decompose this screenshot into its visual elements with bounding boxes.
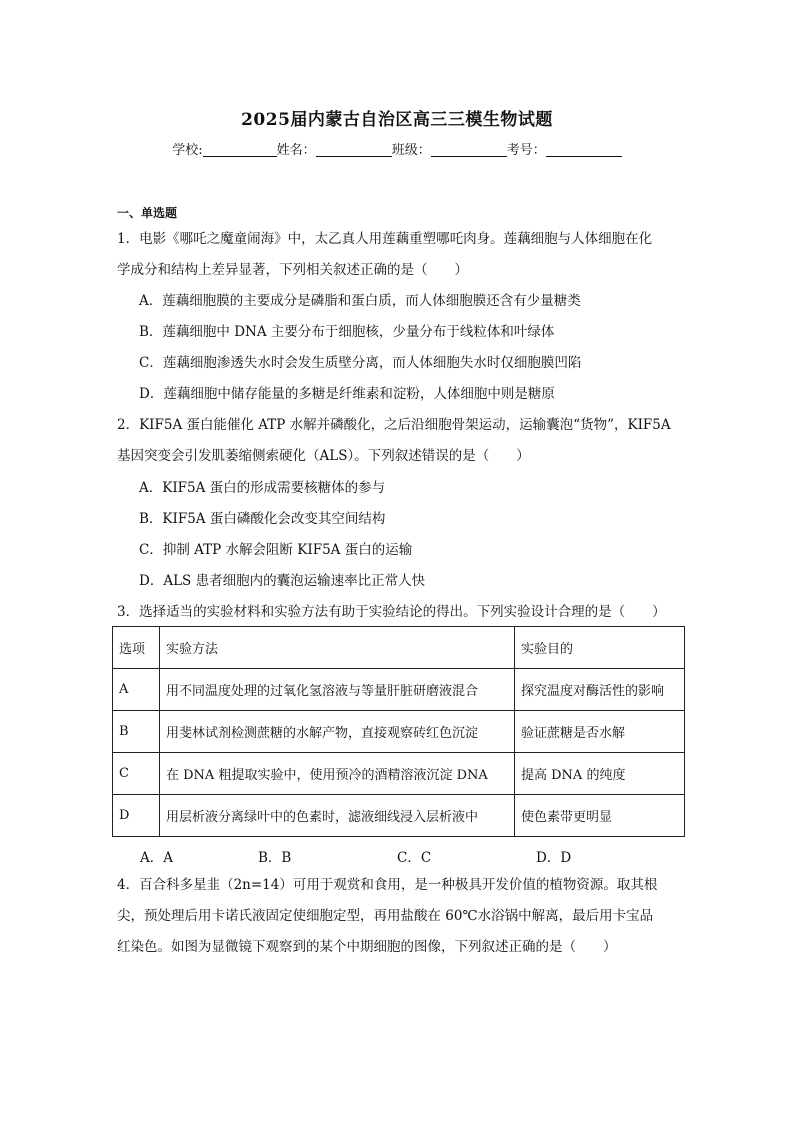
q4-line1: 4．百合科多星韭（2n=14）可用于观赏和食用，是一种极具开发价值的植物资源。取其根 — [117, 877, 658, 893]
name-blank[interactable] — [316, 142, 392, 157]
table-cell: 验证蔗糖是否水解 — [515, 711, 685, 753]
q2-stem-line2: 基因突变会引发肌萎缩侧索硬化（ALS）。下列叙述错误的是（ ） — [117, 448, 530, 464]
q3-answer-c[interactable]: C．C — [397, 850, 432, 866]
q2-option-a[interactable]: A．KIF5A 蛋白的形成需要核糖体的参与 — [139, 480, 386, 496]
q2-option-c[interactable]: C．抑制 ATP 水解会阻断 KIF5A 蛋白的运输 — [139, 542, 413, 558]
q3-stem: 3．选择适当的实验材料和实验方法有助于实验结论的得出。下列实验设计合理的是（ ） — [117, 604, 666, 620]
table-row — [113, 669, 685, 711]
table-cell: 用斐林试剂检测蔗糖的水解产物，直接观察砖红色沉淀 — [160, 711, 515, 753]
q2-option-b[interactable]: B．KIF5A 蛋白磷酸化会改变其空间结构 — [139, 511, 386, 527]
table-row — [113, 795, 685, 837]
table-cell: A — [113, 669, 160, 711]
class-label: 班级： — [391, 143, 431, 158]
table-header-cell: 实验方法 — [160, 627, 515, 669]
school-label: 学校: — [172, 143, 203, 158]
exam-no-blank[interactable] — [546, 142, 622, 157]
q1-stem-line2: 学成分和结构上差异显著，下列相关叙述正确的是（ ） — [117, 262, 468, 278]
table-cell: D — [113, 795, 160, 837]
q1-option-c[interactable]: C．莲藕细胞渗透失水时会发生质壁分离，而人体细胞失水时仅细胞膜凹陷 — [139, 355, 582, 371]
table-cell: 探究温度对酶活性的影响 — [515, 669, 685, 711]
section-heading: 一、单选题 — [117, 206, 178, 220]
table-cell: 使色素带更明显 — [515, 795, 685, 837]
q3-answer-d[interactable]: D．D — [536, 850, 572, 866]
school-blank[interactable] — [203, 142, 277, 157]
table-cell: 提高 DNA 的纯度 — [515, 753, 685, 795]
table-header-cell: 选项 — [113, 627, 160, 669]
table-cell: 用不同温度处理的过氧化氢溶液与等量肝脏研磨液混合 — [160, 669, 515, 711]
q3-table — [112, 626, 685, 837]
page-title: 2025届内蒙古自治区高三三模生物试题 — [241, 110, 553, 130]
q3-answer-a[interactable]: A．A — [140, 850, 173, 866]
table-cell: 用层析液分离绿叶中的色素时，滤液细线浸入层析液中 — [160, 795, 515, 837]
table-header-cell: 实验目的 — [515, 627, 685, 669]
q4-line2: 尖，预处理后用卡诺氏液固定使细胞定型，再用盐酸在 60℃水浴锅中解离，最后用卡宝品 — [117, 908, 654, 924]
table-row — [113, 753, 685, 795]
table-header-row — [113, 627, 685, 669]
q1-option-a[interactable]: A．莲藕细胞膜的主要成分是磷脂和蛋白质，而人体细胞膜还含有少量糖类 — [139, 293, 581, 309]
q3-answer-b[interactable]: B．B — [258, 850, 292, 866]
exam-no-label: 考号： — [506, 143, 546, 158]
q2-option-d[interactable]: D．ALS 患者细胞内的囊泡运输速率比正常人快 — [139, 573, 426, 589]
q1-option-d[interactable]: D．莲藕细胞中储存能量的多糖是纤维素和淀粉，人体细胞中则是糖原 — [139, 386, 555, 402]
student-info-row — [0, 139, 794, 158]
table-cell: C — [113, 753, 160, 795]
name-label: 姓名： — [276, 143, 316, 158]
table-row — [113, 711, 685, 753]
q2-stem-line1: 2．KIF5A 蛋白能催化 ATP 水解并磷酸化，之后沿细胞骨架运动，运输囊泡“货物”，KIF5A — [117, 417, 671, 433]
q1-stem-line1: 1．电影《哪吒之魔童闹海》中，太乙真人用莲藕重塑哪吒肉身。莲藕细胞与人体细胞在化 — [117, 231, 653, 247]
table-cell: B — [113, 711, 160, 753]
table-cell: 在 DNA 粗提取实验中，使用预冷的酒精溶液沉淀 DNA — [160, 753, 515, 795]
class-blank[interactable] — [431, 142, 507, 157]
q1-option-b[interactable]: B．莲藕细胞中 DNA 主要分布于细胞核，少量分布于线粒体和叶绿体 — [139, 324, 555, 340]
q4-line3: 红染色。如图为显微镜下观察到的某个中期细胞的图像，下列叙述正确的是（ ） — [117, 939, 617, 955]
